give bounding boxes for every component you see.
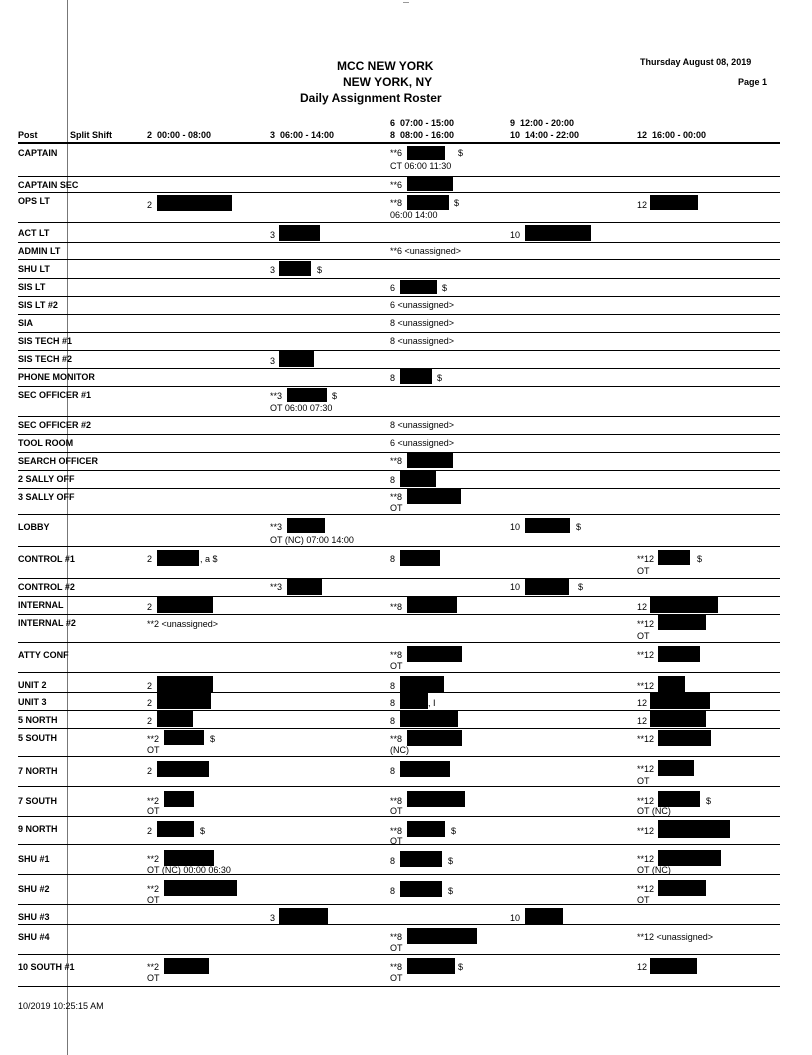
cell: 12: [637, 698, 648, 708]
post-name: LOBBY: [18, 522, 50, 532]
cell: **2 <unassigned>: [147, 619, 219, 629]
cell: **8: [390, 796, 403, 806]
cell: 10: [510, 230, 521, 240]
redaction: [658, 791, 700, 807]
post-name: ADMIN LT: [18, 246, 61, 256]
redaction: [407, 146, 445, 160]
cell: $: [697, 554, 703, 564]
post-name: SEC OFFICER #1: [18, 390, 92, 400]
scan-mark: [403, 2, 409, 3]
redaction: [164, 791, 194, 807]
cell: OT: [390, 943, 403, 953]
redaction: [407, 195, 449, 210]
redaction: [658, 615, 706, 630]
cell: 8: [390, 681, 396, 691]
redaction: [407, 597, 457, 613]
post-name: UNIT 2: [18, 680, 47, 690]
post-name: SIA: [18, 318, 34, 328]
post-name: 5 SOUTH: [18, 733, 58, 743]
post-name: SHU #3: [18, 912, 50, 922]
cell: $: [317, 265, 323, 275]
cell: 8: [390, 698, 396, 708]
row-divider: [18, 546, 780, 547]
title-location: NEW YORK, NY: [343, 75, 433, 89]
cell: 3: [270, 230, 276, 240]
cell: , I: [428, 698, 436, 708]
cell: 10: [510, 582, 521, 592]
margin-line: [67, 0, 68, 1055]
cell: $: [454, 198, 460, 208]
redaction: [525, 225, 591, 241]
row-divider: [18, 386, 780, 387]
header-rule: [18, 142, 780, 144]
cell: $: [332, 391, 338, 401]
cell: $: [437, 373, 443, 383]
post-name: SEC OFFICER #2: [18, 420, 92, 430]
cell: $: [448, 856, 454, 866]
cell: 2: [147, 602, 153, 612]
redaction: [525, 518, 570, 533]
col-shift6: 6 07:00 - 15:00: [390, 118, 455, 128]
redaction: [407, 646, 462, 662]
cell: **12: [637, 796, 655, 806]
col-shift10: 10 14:00 - 22:00: [510, 130, 580, 140]
row-divider: [18, 470, 780, 471]
row-divider: [18, 514, 780, 515]
redaction: [164, 958, 209, 974]
cell: 12: [637, 602, 648, 612]
cell: OT: [637, 895, 650, 905]
cell: OT (NC) 07:00 14:00: [270, 535, 354, 545]
redaction: [164, 850, 214, 866]
redaction: [400, 471, 436, 487]
redaction: [400, 369, 432, 384]
redaction: [400, 280, 437, 294]
row-divider: [18, 904, 780, 905]
cell: **12: [637, 826, 655, 836]
cell: 12: [637, 200, 648, 210]
col-post: Post: [18, 130, 38, 140]
cell: 3: [270, 265, 276, 275]
cell: $: [576, 522, 582, 532]
cell: OT: [390, 503, 403, 513]
redaction: [157, 676, 213, 692]
redaction: [650, 195, 698, 210]
cell: **6: [390, 180, 403, 190]
row-divider: [18, 728, 780, 729]
redaction: [407, 791, 465, 807]
cell: **2: [147, 884, 160, 894]
cell: $: [451, 826, 457, 836]
redaction: [650, 958, 697, 974]
post-name: INTERNAL #2: [18, 618, 76, 628]
cell: $: [458, 962, 464, 972]
cell: **3: [270, 582, 283, 592]
title-roster: Daily Assignment Roster: [300, 91, 442, 105]
row-divider: [18, 222, 780, 223]
row-divider: [18, 452, 780, 453]
cell: OT: [390, 973, 403, 983]
row-divider: [18, 488, 780, 489]
redaction: [287, 579, 322, 595]
cell: OT: [390, 836, 403, 846]
post-name: ACT LT: [18, 228, 50, 238]
post-name: SHU #2: [18, 884, 50, 894]
cell: 8 <unassigned>: [390, 318, 455, 328]
cell: $: [458, 148, 464, 158]
post-name: TOOL ROOM: [18, 438, 74, 448]
cell: 8: [390, 766, 396, 776]
cell: 6 <unassigned>: [390, 438, 455, 448]
cell: OT: [147, 973, 160, 983]
redaction: [157, 597, 213, 613]
post-name: 10 SOUTH #1: [18, 962, 75, 972]
cell: 8 <unassigned>: [390, 420, 455, 430]
post-name: SIS LT: [18, 282, 46, 292]
post-name: UNIT 3: [18, 697, 47, 707]
print-timestamp: 10/2019 10:25:15 AM: [18, 1001, 104, 1011]
cell: OT 06:00 07:30: [270, 403, 333, 413]
redaction: [407, 730, 462, 746]
redaction: [658, 676, 685, 692]
cell: OT: [637, 566, 650, 576]
redaction: [400, 676, 444, 692]
redaction: [650, 597, 718, 613]
redaction: [279, 261, 311, 276]
post-name: SIS TECH #1: [18, 336, 73, 346]
post-name: PHONE MONITOR: [18, 372, 95, 382]
cell: 06:00 14:00: [390, 210, 438, 220]
redaction: [287, 388, 327, 402]
cell: OT: [637, 631, 650, 641]
cell: 6: [390, 283, 396, 293]
cell: **8: [390, 456, 403, 466]
cell: **8: [390, 734, 403, 744]
row-divider: [18, 986, 780, 987]
cell: **8: [390, 962, 403, 972]
redaction: [400, 881, 442, 897]
cell: 8: [390, 856, 396, 866]
cell: OT: [147, 745, 160, 755]
cell: **2: [147, 734, 160, 744]
redaction: [407, 489, 461, 504]
row-divider: [18, 296, 780, 297]
row-divider: [18, 332, 780, 333]
cell: 10: [510, 522, 521, 532]
col-shift3: 3 06:00 - 14:00: [270, 130, 335, 140]
cell: 12: [637, 962, 648, 972]
cell: 8: [390, 886, 396, 896]
cell: CT 06:00 11:30: [390, 161, 452, 171]
redaction: [157, 550, 199, 566]
cell: **12: [637, 854, 655, 864]
redaction: [279, 225, 320, 241]
post-name: SIS LT #2: [18, 300, 58, 310]
post-name: 5 NORTH: [18, 715, 58, 725]
post-name: CAPTAIN: [18, 148, 58, 158]
redaction: [400, 550, 440, 566]
cell: 3: [270, 356, 276, 366]
post-name: CONTROL #1: [18, 554, 75, 564]
cell: (NC): [390, 745, 409, 755]
redaction: [279, 908, 328, 924]
cell: **2: [147, 854, 160, 864]
cell: **12: [637, 764, 655, 774]
post-name: CAPTAIN SEC: [18, 180, 79, 190]
post-name: SEARCH OFFICER: [18, 456, 99, 466]
cell: $: [448, 886, 454, 896]
cell: $: [210, 734, 216, 744]
cell: 8: [390, 554, 396, 564]
row-divider: [18, 786, 780, 787]
redaction: [407, 177, 453, 191]
report-date: Thursday August 08, 2019: [640, 57, 752, 67]
row-divider: [18, 350, 780, 351]
cell: 8: [390, 475, 396, 485]
redaction: [400, 711, 458, 727]
post-name: 7 NORTH: [18, 766, 58, 776]
redaction: [407, 821, 445, 837]
redaction: [658, 550, 690, 565]
post-name: SHU LT: [18, 264, 50, 274]
cell: **3: [270, 391, 283, 401]
row-divider: [18, 368, 780, 369]
row-divider: [18, 278, 780, 279]
cell: **12: [637, 619, 655, 629]
cell: **8: [390, 492, 403, 502]
redaction: [658, 850, 721, 866]
cell: $: [200, 826, 206, 836]
page-number: Page 1: [738, 77, 768, 87]
row-divider: [18, 176, 780, 177]
title-facility: MCC NEW YORK: [337, 59, 434, 73]
post-name: SIS TECH #2: [18, 354, 73, 364]
row-divider: [18, 416, 780, 417]
cell: OT: [147, 806, 160, 816]
cell: $: [578, 582, 584, 592]
redaction: [658, 820, 730, 838]
redaction: [157, 711, 193, 727]
cell: 3: [270, 913, 276, 923]
cell: , a $: [200, 554, 218, 564]
cell: 2: [147, 826, 153, 836]
cell: **12 <unassigned>: [637, 932, 714, 942]
cell: 2: [147, 698, 153, 708]
redaction: [164, 880, 237, 896]
col-split: Split Shift: [70, 130, 112, 140]
cell: **8: [390, 826, 403, 836]
redaction: [658, 880, 706, 896]
post-name: INTERNAL: [18, 600, 64, 610]
redaction: [658, 646, 700, 662]
cell: **6: [390, 148, 403, 158]
row-divider: [18, 314, 780, 315]
redaction: [279, 351, 314, 367]
row-divider: [18, 954, 780, 955]
redaction: [157, 195, 232, 211]
row-divider: [18, 816, 780, 817]
cell: 2: [147, 681, 153, 691]
redaction: [287, 518, 325, 533]
cell: OT (NC): [637, 865, 671, 875]
cell: 8: [390, 373, 396, 383]
row-divider: [18, 434, 780, 435]
redaction: [407, 453, 453, 468]
cell: 8: [390, 716, 396, 726]
row-divider: [18, 642, 780, 643]
cell: OT: [390, 806, 403, 816]
redaction: [525, 579, 569, 595]
cell: **8: [390, 602, 403, 612]
cell: OT (NC) 00:00 06:30: [147, 865, 231, 875]
cell: $: [706, 796, 712, 806]
post-name: 3 SALLY OFF: [18, 492, 75, 502]
cell: **6 <unassigned>: [390, 246, 462, 256]
cell: 2: [147, 554, 153, 564]
col-shift12: 12 16:00 - 00:00: [637, 130, 707, 140]
cell: **8: [390, 198, 403, 208]
cell: **3: [270, 522, 283, 532]
post-name: ATTY CONF: [18, 650, 69, 660]
redaction: [400, 693, 428, 709]
post-name: CONTROL #2: [18, 582, 75, 592]
cell: 12: [637, 716, 648, 726]
col-shift8: 8 08:00 - 16:00: [390, 130, 455, 140]
cell: **12: [637, 554, 655, 564]
redaction: [157, 821, 194, 837]
row-divider: [18, 578, 780, 579]
redaction: [164, 730, 204, 745]
row-divider: [18, 259, 780, 260]
cell: 2: [147, 766, 153, 776]
cell: **2: [147, 962, 160, 972]
cell: OT: [637, 776, 650, 786]
row-divider: [18, 672, 780, 673]
cell: OT (NC): [637, 806, 671, 816]
post-name: SHU #4: [18, 932, 50, 942]
row-divider: [18, 242, 780, 243]
post-name: SHU #1: [18, 854, 50, 864]
cell: 6 <unassigned>: [390, 300, 455, 310]
post-name: OPS LT: [18, 196, 50, 206]
redaction: [407, 928, 477, 944]
redaction: [658, 730, 711, 746]
cell: OT: [147, 895, 160, 905]
cell: **12: [637, 650, 655, 660]
cell: **8: [390, 932, 403, 942]
redaction: [157, 761, 209, 777]
cell: **12: [637, 884, 655, 894]
cell: 10: [510, 913, 521, 923]
post-name: 9 NORTH: [18, 824, 58, 834]
cell: OT: [390, 661, 403, 671]
row-divider: [18, 924, 780, 925]
redaction: [650, 693, 710, 709]
cell: **12: [637, 681, 655, 691]
cell: **8: [390, 650, 403, 660]
redaction: [400, 851, 442, 867]
row-divider: [18, 192, 780, 193]
redaction: [525, 908, 563, 924]
col-shift9: 9 12:00 - 20:00: [510, 118, 575, 128]
cell: 2: [147, 200, 153, 210]
post-name: 7 SOUTH: [18, 796, 58, 806]
redaction: [650, 711, 706, 727]
cell: $: [442, 283, 448, 293]
cell: **2: [147, 796, 160, 806]
redaction: [658, 760, 694, 776]
post-name: 2 SALLY OFF: [18, 474, 75, 484]
cell: 2: [147, 716, 153, 726]
redaction: [400, 761, 450, 777]
col-shift2: 2 00:00 - 08:00: [147, 130, 212, 140]
cell: **12: [637, 734, 655, 744]
redaction: [407, 958, 455, 974]
row-divider: [18, 756, 780, 757]
redaction: [157, 693, 211, 709]
cell: 8 <unassigned>: [390, 336, 455, 346]
